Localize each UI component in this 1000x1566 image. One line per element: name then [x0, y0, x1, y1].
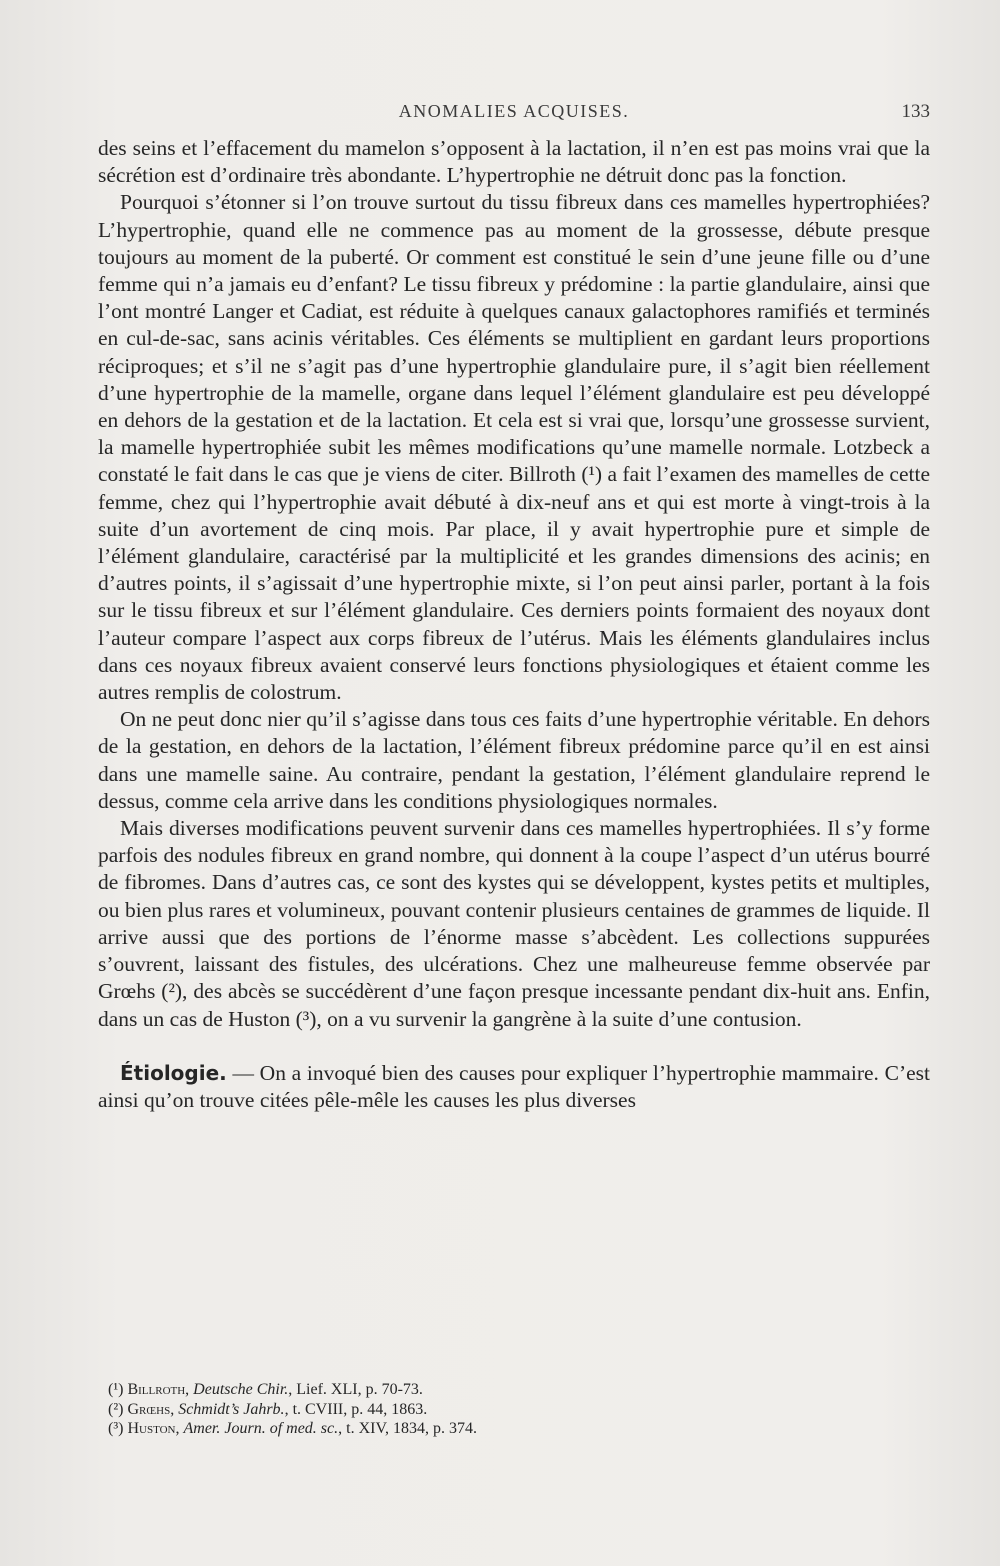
footnote-mark: (¹)	[108, 1381, 124, 1398]
footnote-mark: (²)	[108, 1400, 124, 1418]
footnote-author: Huston	[127, 1420, 176, 1437]
footnote-mark: (³)	[108, 1420, 124, 1437]
footnote-author: Billroth	[127, 1381, 186, 1398]
footnote-author: Grœhs	[127, 1400, 171, 1418]
footnote-rest: , Lief. XLI, p. 70-73.	[288, 1381, 423, 1398]
footnotes	[108, 1380, 748, 1439]
footnote-title: Amer. Journ. of med. sc.	[183, 1420, 339, 1437]
paragraph: Mais diverses modifications peuvent survenir dans ces mamelles hypertrophiées. Il s’y forme parfois des nodules fibreux en grand nombre, qui donnent à la coupe l’aspect d’un utérus bourré de fibromes. Dans d’autres cas, ce sont des kystes qui se développent, kystes petits et multiples, ou bien plus rares et volumineux, pouvant contenir plusieurs centaines de grammes de liquide. Il arrive aussi que des portions de l’énorme masse s’abcèdent. Les collections suppurées s’ouvrent, laissant des fistules, des ulcérations. Chez une malheureuse femme observée par Grœhs (²), des abcès se succédèrent d’une façon presque incessante pendant dix-huit ans. Enfin, dans un cas de Huston (³), on a vu survenir la gangrène à la suite d’une contusion.	[98, 816, 930, 1031]
running-head	[98, 101, 930, 129]
footnote: (²) Grœhs, Schmidt’s Jahrb., t. CVIII, p. 44, 1863.	[108, 1400, 428, 1418]
section-gap	[98, 1033, 930, 1060]
page-number: 133	[901, 101, 930, 122]
section-heading: Étiologie.	[120, 1060, 227, 1085]
paragraph: On ne peut donc nier qu’il s’agisse dans tous ces faits d’une hypertrophie véritable. En dehors de la gestation, en dehors de la lactation, l’élément fibreux prédomine parce qu’il en est ainsi dans une mamelle saine. Au contraire, pendant la gestation, l’élément glandulaire reprend le dessus, comme cela arrive dans les conditions physiologiques normales.	[98, 707, 930, 813]
etiologie-text: — On a invoqué bien des causes pour expliquer l’hypertrophie mammaire. C’est ainsi qu’on trouve citées pêle-mêle les causes les plus diverses	[98, 1060, 930, 1112]
running-title: ANOMALIES ACQUISES.	[398, 101, 630, 121]
footnote: (¹) Billroth, Deutsche Chir., Lief. XLI, p. 70-73.	[108, 1381, 423, 1398]
etiologie-paragraph	[98, 1060, 930, 1114]
paragraph: des seins et l’effacement du mamelon s’opposent à la lactation, il n’en est pas moins vrai que la sécrétion est d’ordinaire très abondante. L’hypertrophie ne détruit donc pas la fonction.	[98, 136, 930, 188]
paragraph: Pourquoi s’étonner si l’on trouve surtout du tissu fibreux dans ces mamelles hypertrophiées? L’hypertrophie, quand elle ne commence pas au moment de la grossesse, débute presque toujours au moment de la puberté. Or comment est constitué le sein d’une jeune fille ou d’une femme qui n’a jamais eu d’enfant? Le tissu fibreux y prédomine : la partie glandulaire, ainsi que l’ont montré Langer et Cadiat, est réduite à quelques canaux galactophores ramifiés et terminés en cul-de-sac, sans acinis véritables. Ces éléments se multiplient en gardant leurs proportions réciproques; et s’il ne s’agit pas d’une hypertrophie glandulaire pure, il s’agit bien réellement d’une hypertrophie de la mamelle, organe dans lequel l’élément glandulaire est peu développé en dehors de la gestation et de la lactation. Et cela est si vrai que, lorsqu’une grossesse survient, la mamelle hypertrophiée subit les mêmes modifications qu’une mamelle normale. Lotzbeck a constaté le fait dans le cas que je viens de citer. Billroth (¹) a fait l’examen des mamelles de cette femme, chez qui l’hypertrophie avait débuté à dix-neuf ans et qui est morte à vingt-trois à la suite d’un avortement de cinq mois. Par place, il y avait hypertrophie pure et simple de l’élément glandulaire, caractérisé par la multiplicité et les grandes dimensions des acinis; en d’autres points, il s’agissait d’une hypertrophie mixte, si l’on peut ainsi parler, portant à la fois sur le tissu fibreux et sur l’élément glandulaire. Ces derniers points formaient des noyaux dont l’auteur compare l’aspect aux corps fibreux de l’utérus. Mais les éléments glandulaires inclus dans ces noyaux fibreux avaient conservé leurs fonctions physiologiques et étaient comme les autres remplis de colostrum.	[98, 190, 930, 705]
footnote-rest: , t. XIV, 1834, p. 374.	[338, 1420, 477, 1437]
body-text	[98, 135, 930, 1114]
footnote: (³) Huston, Amer. Journ. of med. sc., t. XIV, 1834, p. 374.	[108, 1420, 477, 1437]
footnote-title: Deutsche Chir.	[193, 1381, 289, 1398]
footnote-title: Schmidt’s Jahrb.	[178, 1400, 285, 1418]
footnote-rest: , t. CVIII, p. 44, 1863.	[284, 1400, 428, 1418]
